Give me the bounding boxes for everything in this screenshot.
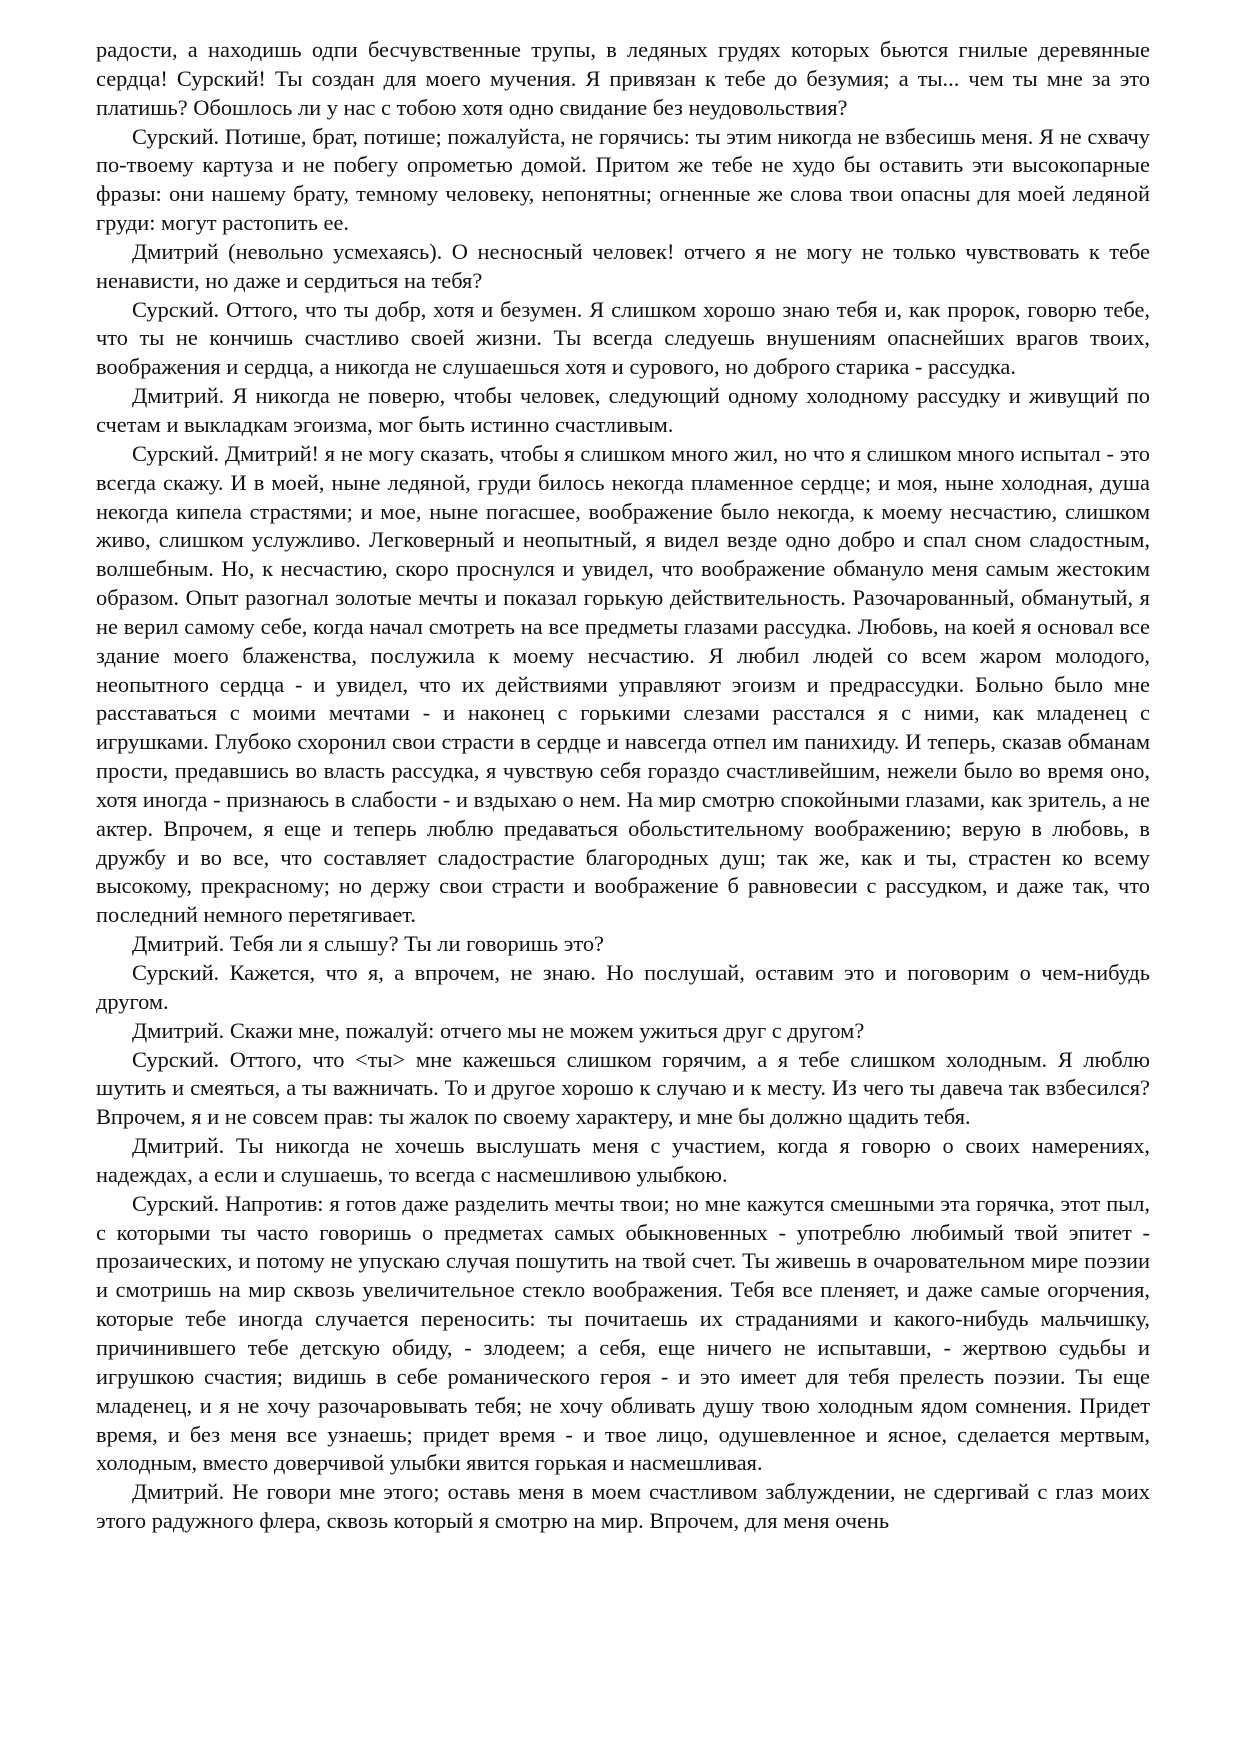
paragraph-sursky-2: Сурский. Оттого, что ты добр, хотя и безумен. Я слишком хорошо знаю тебя и, как пророк, говорю тебе, что ты не кончишь счастливо своей жизни. Ты всегда следуешь внушениям опаснейших врагов твоих, воображения и сердца, а никогда не слушаешься хотя и сурового, но доброго старика - рассудка. [96, 296, 1150, 380]
paragraph-dmitry-3: Дмитрий. Тебя ли я слышу? Ты ли говоришь это? [132, 931, 604, 957]
paragraph-dmitry-6: Дмитрий. Не говори мне этого; оставь меня в моем счастливом заблуждении, не сдергивай с глаз моих этого радужного флера, сквозь который я смотрю на мир. Впрочем, для меня очень [96, 1479, 1150, 1534]
paragraph-continuation: радости, а находишь одпи бесчувственные трупы, в ледяных грудях которых бьются гнилые деревянные сердца! Сурский! Ты создан для моего мучения. Я привязан к тебе до безумия; а ты... чем ты мне за это платишь? Обошлось ли у нас с тобою хотя одно свидание без неудовольствия? [96, 37, 1150, 120]
paragraph-sursky-5: Сурский. Оттого, что <ты> мне кажешься слишком горячим, а я тебе слишком холодным. Я люблю шутить и смеяться, а ты важничать. То и другое хорошо к случаю и к месту. Из чего ты давеча так взбесился? Впрочем, я и не совсем прав: ты жалок по своему характеру, и мне бы должно щадить тебя. [96, 1046, 1150, 1130]
paragraph-sursky-1: Сурский. Потише, брат, потише; пожалуйста, не горячись: ты этим никогда не взбесишь меня. Я не схвачу по-твоему картуза и не побегу опрометью домой. Притом же тебе не худо бы оставить эти высокопарные фразы: они нашему брату, темному человеку, непонятны; огненные же слова твои опасны для моей ледяной груди: могут растопить ее. [96, 123, 1150, 236]
paragraph-sursky-3: Сурский. Дмитрий! я не могу сказать, чтобы я слишком много жил, но что я слишком много испытал - это всегда скажу. И в моей, ныне ледяной, груди билось некогда пламенное сердце; и моя, ныне холодная, душа некогда кипела страстями; и мое, ныне погасшее, воображение было некогда, к моему несчастию, слишком живо, слишком услужливо. Легковерный и неопытный, я видел везде одно добро и спал сном сладостным, волшебным. Но, к несчастию, скоро проснулся и увидел, что воображение обмануло меня самым жестоким образом. Опыт разогнал золотые мечты и показал горькую действительность. Разочарованный, обманутый, я не верил самому себе, когда начал смотреть на все предметы глазами рассудка. Любовь, на коей я основал все здание моего блаженства, послужила к моему несчастию. Я любил людей со всем жаром молодого, неопытного сердца - и увидел, что их действиями управляют эгоизм и предрассудки. Больно было мне расставаться с моими мечтами - и наконец с горькими слезами расстался я с ними, как младенец с игрушками. Глубоко схоронил свои страсти в сердце и навсегда отпел им панихиду. И теперь, сказав обманам прости, предавшись во власть рассудка, я чувствую себя гораздо счастливейшим, нежели было во время оно, хотя иногда - признаюсь в слабости - и вздыхаю о нем. На мир смотрю спокойными глазами, как зритель, а не актер. Впрочем, я еще и теперь люблю предаваться обольстительному воображению; верую в любовь, в дружбу и во все, что составляет сладострастие благородных душ; так же, как и ты, страстен ко всему высокому, прекрасному; но держу свои страсти и воображение б равновесии с рассудком, и даже так, что последний немного перетягивает. [96, 440, 1150, 928]
paragraph-dmitry-1: Дмитрий (невольно усмехаясь). О несносный человек! отчего я не могу не только чувствовать к тебе ненависти, но даже и сердиться на тебя? [96, 238, 1150, 293]
paragraph-dmitry-2: Дмитрий. Я никогда не поверю, чтобы человек, следующий одному холодному рассудку и живущий по счетам и выкладкам эгоизма, мог быть истинно счастливым. [96, 383, 1150, 437]
paragraph-sursky-4: Сурский. Кажется, что я, а впрочем, не знаю. Но послушай, оставим это и поговорим о чем-нибудь другом. [96, 960, 1150, 1014]
paragraph-dmitry-4: Дмитрий. Скажи мне, пожалуй: отчего мы не можем ужиться друг с другом? [132, 1017, 865, 1043]
paragraph-dmitry-5: Дмитрий. Ты никогда не хочешь выслушать меня с участием, когда я говорю о своих намерениях, надеждах, а если и слушаешь, то всегда с насмешливою улыбкою. [96, 1133, 1150, 1187]
document-page [96, 36, 1150, 1536]
paragraph-sursky-6: Сурский. Напротив: я готов даже разделить мечты твои; но мне кажутся смешными эта горячка, этот пыл, с которыми ты часто говоришь о предметах самых обыкновенных - употреблю любимый твой эпитет - прозаических, и потому не упускаю случая пошутить на твой счет. Ты живешь в очаровательном мире поэзии и смотришь на мир сквозь увеличительное стекло воображения. Тебя все пленяет, и даже самые огорчения, которые тебе иногда случается переносить: ты почитаешь их страданиями и какого-нибудь мальчишку, причинившего тебе детскую обиду, - злодеем; а себя, еще ничего не испытавши, - жертвою судьбы и игрушкою счастия; видишь в себе романического героя - и это имеет для тебя прелесть поэзии. Ты еще младенец, и я не хочу разочаровывать тебя; не хочу обливать душу твою холодным ядом сомнения. Придет время, и без меня все узнаешь; придет время - и твое лицо, одушевленное и ясное, сделается мертвым, холодным, вместо доверчивой улыбки явится горькая и насмешливая. [96, 1190, 1150, 1476]
